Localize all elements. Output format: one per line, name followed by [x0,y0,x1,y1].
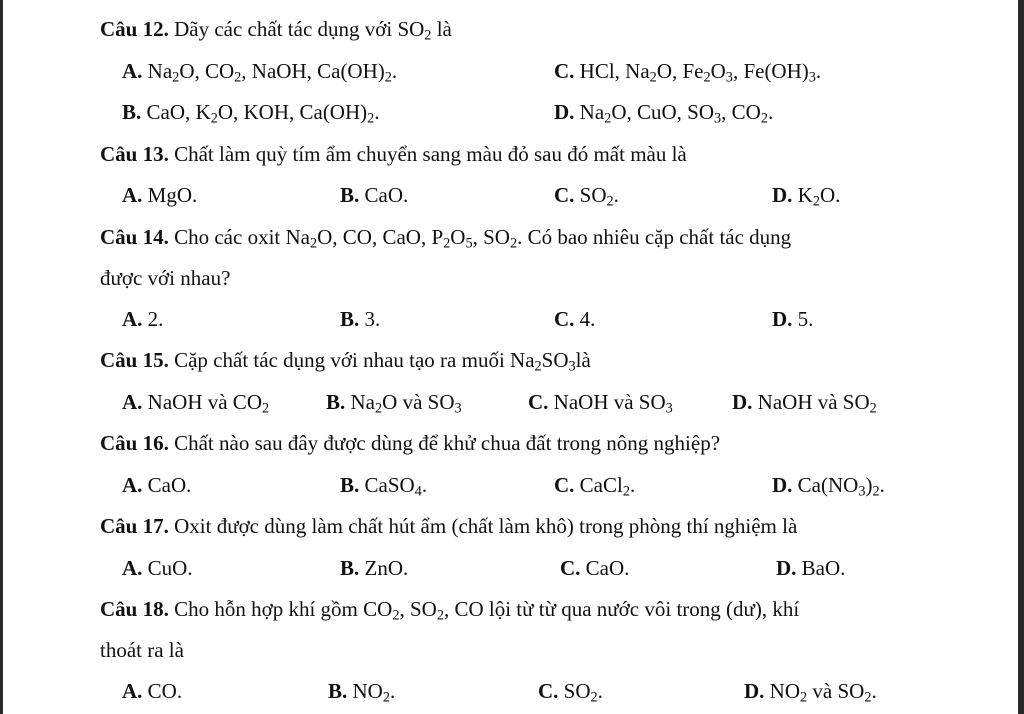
question-number: Câu 17. [100,514,169,538]
option: B. CaO. [340,183,409,207]
option: D. BaO. [776,556,846,580]
option: B. CaSO$_4$. [340,473,428,500]
option: A. CaO. [122,473,192,497]
question-number: Câu 16. [100,431,169,455]
option: A. CO. [122,679,183,703]
question-text: Chất nào sau đây được dùng để khử chua đất trong nông nghiệp? [174,431,721,455]
question-18-stem [100,596,799,622]
question-14-stem [100,224,791,250]
option: B. $Na_2O$ và $SO_3$ [326,390,462,417]
question-text: Chất làm quỳ tím ẩm chuyển sang màu đỏ sau đó mất màu là [174,142,687,166]
option: C. NaOH và $SO_3$ [528,390,673,417]
question-number: Câu 13. [100,142,169,166]
option: D. $Ca(NO_3)_2$. [772,473,885,500]
option: C. HCl, $Na_2O$, $Fe_2O_3$, $Fe(OH)_3$. [554,59,822,86]
option: D. NaOH và $SO_2$ [732,390,877,417]
question-13-stem [100,141,687,167]
question-number: Câu 18. [100,597,169,621]
question-text: Cho hỗn hợp khí gồm $CO_2$, $SO_2$, CO lội từ từ qua nước vôi trong (dư), khí [174,597,800,624]
question-text: Cho các oxit $Na_2O$, CO, CaO, $P_2O_5$, $SO_2$. Có bao nhiêu cặp chất tác dụng [174,225,792,252]
option: A. NaOH và $CO_2$ [122,390,270,417]
option: D. 5. [772,307,814,331]
question-number: Câu 15. [100,348,169,372]
option: C. CaCl$_2$. [554,473,636,500]
option: A. CuO. [122,556,193,580]
question-18-stem-continued: thoát ra là [100,638,184,662]
question-number: Câu 12. [100,17,169,41]
question-15-stem [100,347,591,373]
option: B. 3. [340,307,381,331]
option: A. 2. [122,307,164,331]
option: D. $K_2O$. [772,183,841,210]
question-number: Câu 14. [100,225,169,249]
option: B. $NO_2$. [328,679,396,706]
option: A. MgO. [122,183,198,207]
option: D. $Na_2O$, CuO, $SO_3$, $CO_2$. [554,100,774,127]
option: B. ZnO. [340,556,409,580]
question-text: Dãy các chất tác dụng với $SO_2$ là [174,17,452,44]
question-12-stem [100,16,452,42]
question-16-stem [100,430,720,456]
option: C. $SO_2$. [538,679,603,706]
option: C. CaO. [560,556,630,580]
question-14-stem-continued: được với nhau? [100,266,231,290]
option: D. $NO_2$ và $SO_2$. [744,679,877,706]
option: A. $Na_2O$, $CO_2$, NaOH, $Ca(OH)_2$. [122,59,398,86]
question-text: Oxit được dùng làm chất hút ẩm (chất làm khô) trong phòng thí nghiệm là [174,514,798,538]
option: C. $SO_2$. [554,183,619,210]
question-text: Cặp chất tác dụng với nhau tạo ra muối $Na_2SO_3là$ [174,348,591,375]
option: B. CaO, $K_2O$, KOH, $Ca(OH)_2$. [122,100,380,127]
question-17-stem [100,513,797,539]
option: C. 4. [554,307,596,331]
